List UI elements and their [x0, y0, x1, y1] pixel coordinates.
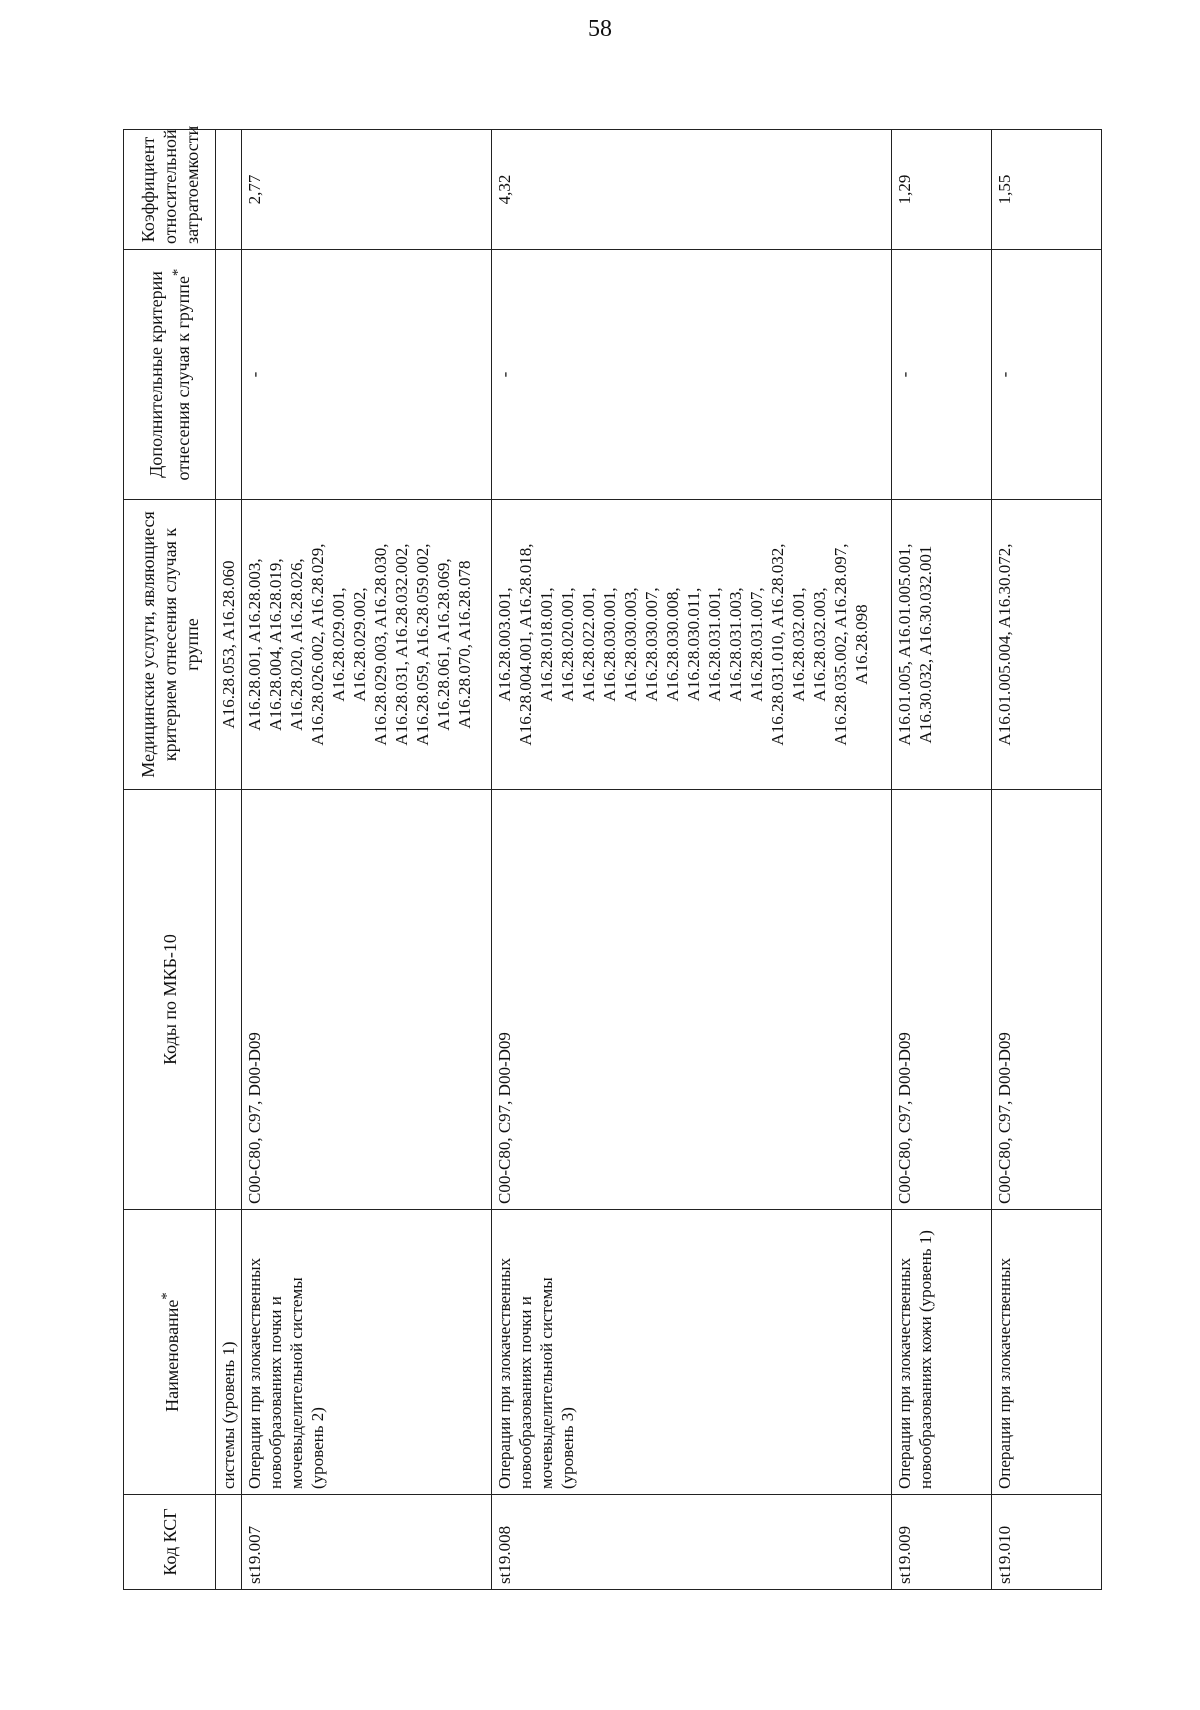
- service-line: A16.28.026.002, A16.28.029,: [308, 543, 327, 746]
- ksg-name-cell: Операции при злокачественных новообразованиях почки и мочевыделительной системы (уровень 2): [242, 1210, 492, 1495]
- service-line: A16.28.031, A16.28.032.002,: [392, 543, 411, 746]
- service-line: A16.28.020, A16.28.026,: [287, 558, 306, 731]
- services-cell: [892, 500, 992, 790]
- service-line: A16.28.032.003,: [810, 587, 829, 702]
- mkb-codes-cell: C00-C80, C97, D00-D09: [492, 790, 892, 1210]
- ksg-code-cell: st19.009: [892, 1495, 992, 1590]
- header-mkb: Коды по МКБ-10: [124, 790, 216, 1210]
- ksg-name-cell: системы (уровень 1): [216, 1210, 242, 1495]
- ksg-code-cell: st19.008: [492, 1495, 892, 1590]
- service-line: A16.28.030.001,: [600, 587, 619, 702]
- service-line: A16.28.018.001,: [537, 587, 556, 702]
- service-line: A16.28.098: [852, 604, 871, 685]
- ksg-code-cell: st19.010: [992, 1495, 1102, 1590]
- mkb-codes-cell: [216, 790, 242, 1210]
- criteria-cell: -: [992, 250, 1102, 500]
- services-cell: [492, 500, 892, 790]
- service-line: A16.28.001, A16.28.003,: [245, 558, 264, 731]
- service-line: A16.28.022.001,: [579, 587, 598, 702]
- criteria-cell: [216, 250, 242, 500]
- service-line: A16.28.031.003,: [726, 587, 745, 702]
- coefficient-cell: 2,77: [242, 130, 492, 250]
- service-line: A16.28.029.002,: [350, 587, 369, 702]
- service-line: A16.28.003.001,: [495, 587, 514, 702]
- service-line: A16.01.005.004, A16.30.072,: [995, 543, 1014, 746]
- criteria-cell: -: [892, 250, 992, 500]
- criteria-cell: -: [492, 250, 892, 500]
- service-line: A16.28.061, A16.28.069,: [434, 558, 453, 731]
- ksg-name-cell: Операции при злокачественных: [992, 1210, 1102, 1495]
- mkb-codes-cell: C00-C80, C97, D00-D09: [892, 790, 992, 1210]
- service-line: A16.28.004.001, A16.28.018,: [516, 543, 535, 746]
- service-line: A16.28.004, A16.28.019,: [266, 558, 285, 731]
- coefficient-cell: 1,55: [992, 130, 1102, 250]
- rotated-table-container: [123, 125, 1093, 1590]
- header-name: Наименование*: [124, 1210, 216, 1495]
- ksg-table: [123, 125, 1102, 1590]
- table-row: [242, 130, 492, 1590]
- service-line: A16.28.031.010, A16.28.032,: [768, 543, 787, 746]
- table-row: [892, 130, 992, 1590]
- ksg-code-cell: st19.007: [242, 1495, 492, 1590]
- services-cell: [216, 500, 242, 790]
- coefficient-cell: [216, 130, 242, 250]
- header-coef: Коэффициент относительной затратоемкости: [124, 130, 216, 250]
- service-line: A16.30.032, A16.30.032.001: [916, 545, 935, 744]
- service-line: A16.28.032.001,: [789, 587, 808, 702]
- table-header-row: [124, 130, 216, 1590]
- header-criteria: Дополнительные критерии отнесения случая к группе*: [124, 250, 216, 500]
- table-row: [216, 130, 242, 1590]
- service-line: A16.28.030.003,: [621, 587, 640, 702]
- service-line: A16.01.005, A16.01.005.001,: [895, 543, 914, 746]
- table-row: [992, 130, 1102, 1590]
- header-services: Медицинские услуги, являющиеся критерием отнесения случая к группе: [124, 500, 216, 790]
- mkb-codes-cell: C00-C80, C97, D00-D09: [992, 790, 1102, 1210]
- service-line: A16.28.029.003, A16.28.030,: [371, 543, 390, 746]
- ksg-name-cell: Операции при злокачественных новообразованиях почки и мочевыделительной системы (уровень 3): [492, 1210, 892, 1495]
- service-line: A16.28.059, A16.28.059.002,: [413, 543, 432, 746]
- header-criteria-asterisk: *: [170, 268, 186, 277]
- service-line: A16.28.035.002, A16.28.097,: [831, 543, 850, 746]
- service-line: A16.28.031.007,: [747, 587, 766, 702]
- service-line: A16.28.031.001,: [705, 587, 724, 702]
- service-line: A16.28.030.007,: [642, 587, 661, 702]
- services-cell: [242, 500, 492, 790]
- mkb-codes-cell: C00-C80, C97, D00-D09: [242, 790, 492, 1210]
- coefficient-cell: 4,32: [492, 130, 892, 250]
- service-line: A16.28.029.001,: [329, 587, 348, 702]
- service-line: A16.28.070, A16.28.078: [455, 560, 474, 729]
- page-number: 58: [588, 16, 612, 42]
- ksg-code-cell: [216, 1495, 242, 1590]
- service-line: A16.28.053, A16.28.060: [219, 560, 238, 729]
- table-row: [492, 130, 892, 1590]
- service-line: A16.28.030.008,: [663, 587, 682, 702]
- services-cell: [992, 500, 1102, 790]
- criteria-cell: -: [242, 250, 492, 500]
- header-name-asterisk: *: [159, 1292, 175, 1300]
- ksg-name-cell: Операции при злокачественных новообразованиях кожи (уровень 1): [892, 1210, 992, 1495]
- service-line: A16.28.030.011,: [684, 587, 703, 702]
- service-line: A16.28.020.001,: [558, 587, 577, 702]
- coefficient-cell: 1,29: [892, 130, 992, 250]
- header-code: Код КСГ: [124, 1495, 216, 1590]
